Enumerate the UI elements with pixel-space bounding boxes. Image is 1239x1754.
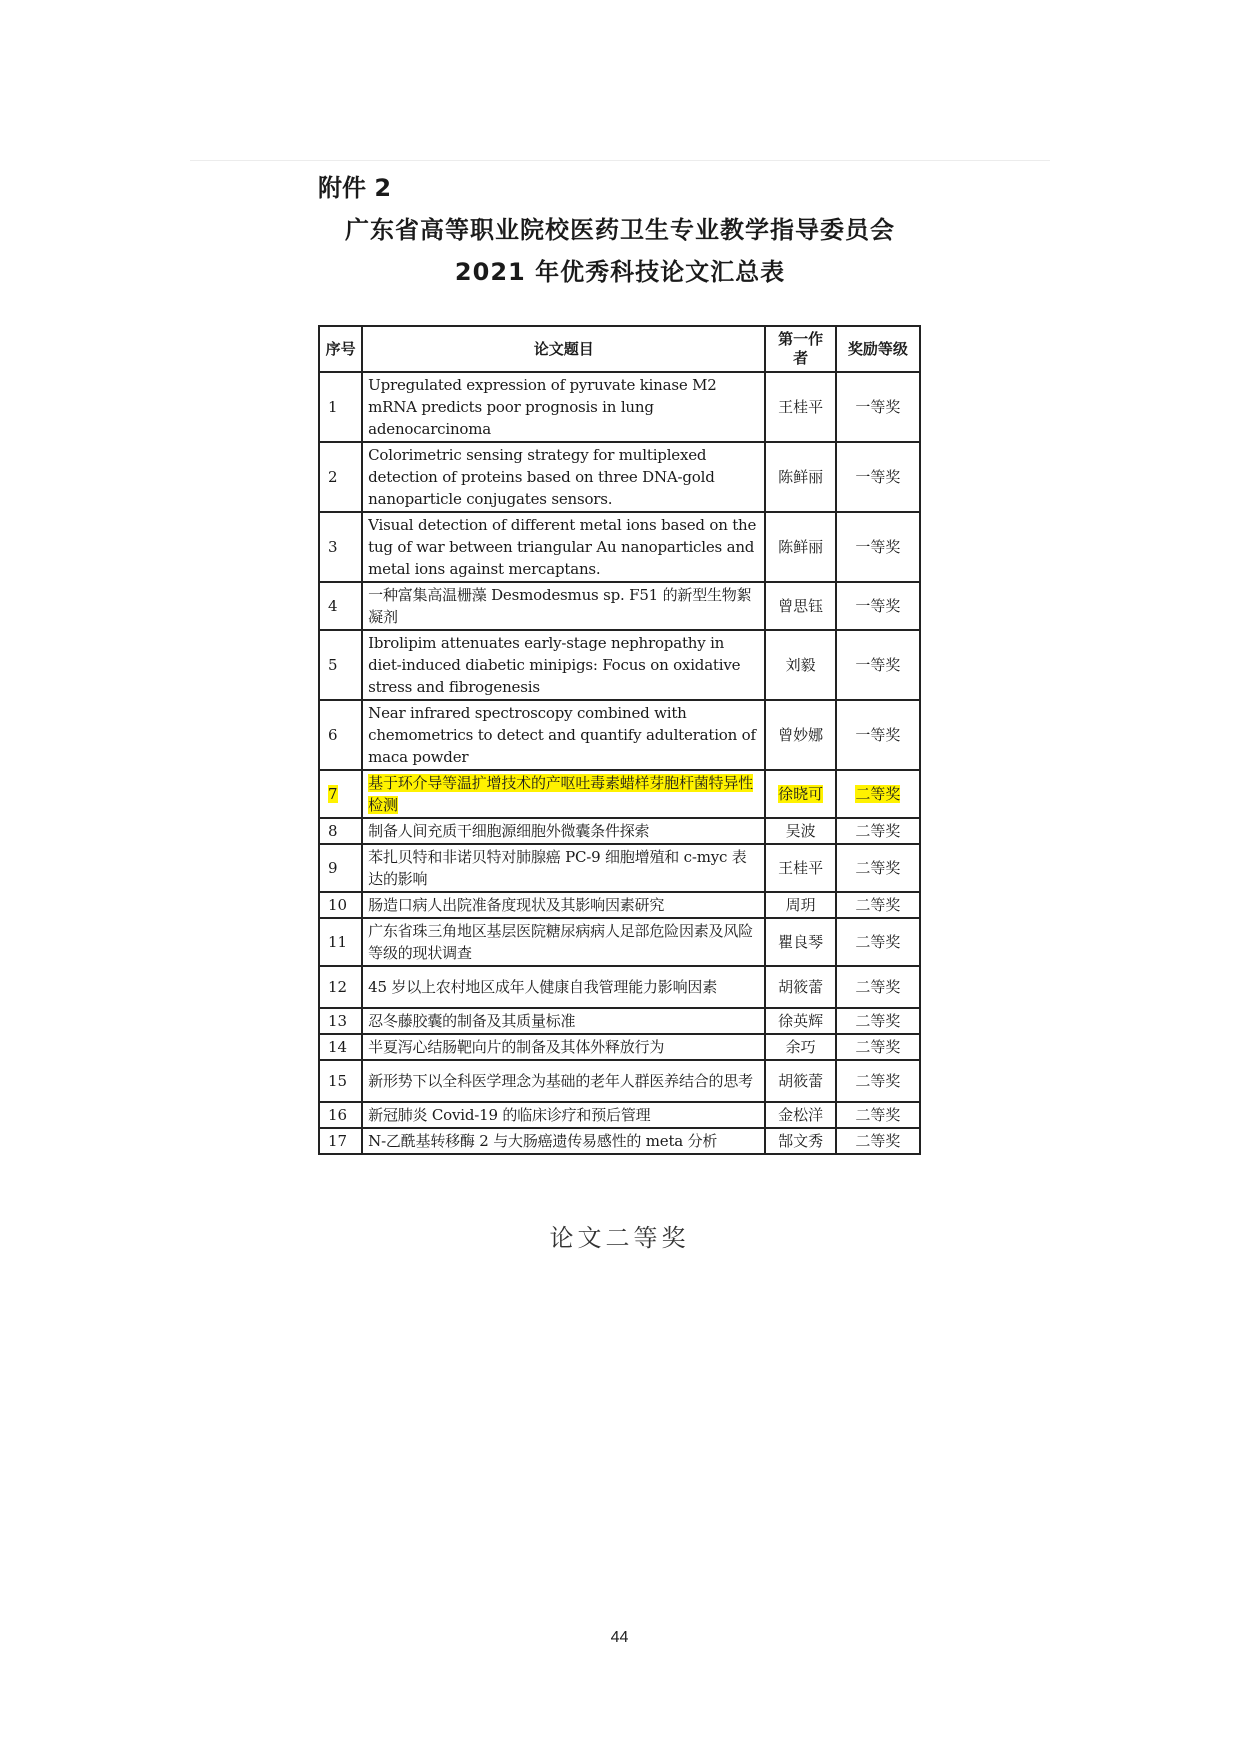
first-author [765,966,835,1008]
row-number-text: 1 [328,398,338,416]
table-row [319,372,920,442]
row-number [319,442,362,512]
first-author-text: 徐英辉 [778,1012,824,1030]
row-number-text: 8 [328,822,338,840]
first-author [765,630,835,700]
first-author [765,818,835,844]
paper-title-text: Ibrolipim attenuates early-stage nephropathy in diet-induced diabetic minipigs: Focus on oxidative stress and fibrogenesis [368,634,741,696]
row-number [319,770,362,818]
award-level-text: 一等奖 [855,538,901,556]
award-level-text: 一等奖 [855,398,901,416]
first-author-text: 陈鲜丽 [778,468,824,486]
row-number-text: 17 [328,1132,348,1150]
first-author [765,1008,835,1034]
paper-title-text: 苯扎贝特和非诺贝特对肺腺癌 PC-9 细胞增殖和 c-myc 表达的影响 [368,848,747,888]
row-number-text: 15 [328,1072,348,1090]
first-author-text: 吴波 [785,822,816,840]
first-author [765,1102,835,1128]
row-number-text: 16 [328,1106,348,1124]
paper-title-text: 基于环介导等温扩增技术的产呕吐毒素蜡样芽胞杆菌特异性检测 [368,774,753,814]
row-number [319,582,362,630]
first-author [765,700,835,770]
table-row [319,582,920,630]
row-number-text: 7 [328,785,338,803]
paper-title-text: 半夏泻心结肠靶向片的制备及其体外释放行为 [368,1038,665,1056]
first-author [765,918,835,966]
award-level-text: 二等奖 [855,822,901,840]
paper-title [362,700,765,770]
table-row [319,1128,920,1154]
award-level [836,892,920,918]
row-number [319,844,362,892]
row-number-text: 9 [328,859,338,877]
header-divider [190,160,1050,161]
paper-title [362,918,765,966]
row-number [319,1060,362,1102]
paper-title [362,892,765,918]
table-row [319,630,920,700]
award-level-text: 二等奖 [855,1132,901,1150]
award-level-text: 一等奖 [855,468,901,486]
table-row [319,1060,920,1102]
first-author-text: 瞿良琴 [778,933,824,951]
award-level [836,372,920,442]
award-level [836,966,920,1008]
row-number [319,892,362,918]
paper-title [362,582,765,630]
award-level-text: 一等奖 [855,656,901,674]
table-body [319,372,920,1154]
award-level-text: 二等奖 [855,933,901,951]
award-table [318,325,921,1155]
row-number [319,1008,362,1034]
row-number-text: 6 [328,726,338,744]
table-row [319,818,920,844]
header-title: 论文题目 [362,326,765,372]
table-row [319,442,920,512]
table-row [319,892,920,918]
paper-title-text: 肠造口病人出院准备度现状及其影响因素研究 [368,896,665,914]
first-author [765,844,835,892]
paper-title [362,442,765,512]
award-level-text: 二等奖 [855,978,901,996]
row-number-text: 2 [328,468,338,486]
paper-title-text: 新形势下以全科医学理念为基础的老年人群医养结合的思考 [368,1072,753,1090]
award-level [836,442,920,512]
first-author [765,1034,835,1060]
award-level [836,700,920,770]
paper-title-text: 广东省珠三角地区基层医院糖尿病病人足部危险因素及风险等级的现状调查 [368,922,753,962]
row-number-text: 12 [328,978,348,996]
award-level-text: 一等奖 [855,726,901,744]
paper-title-text: Near infrared spectroscopy combined with chemometrics to detect and quantify adulteration of maca powder [368,704,756,766]
row-number [319,630,362,700]
award-level [836,1102,920,1128]
header-author: 第一作者 [765,326,835,372]
award-level [836,630,920,700]
paper-title-text: 45 岁以上农村地区成年人健康自我管理能力影响因素 [368,978,717,996]
paper-title [362,630,765,700]
header-no: 序号 [319,326,362,372]
row-number-text: 4 [328,597,338,615]
table-row [319,844,920,892]
row-number-text: 5 [328,656,338,674]
table-row [319,512,920,582]
first-author-text: 胡筱蕾 [778,1072,824,1090]
first-author [765,512,835,582]
row-number [319,1128,362,1154]
first-author [765,1060,835,1102]
award-level [836,770,920,818]
row-number-text: 13 [328,1012,348,1030]
award-level-text: 一等奖 [855,597,901,615]
paper-title [362,1128,765,1154]
first-author-text: 徐晓可 [778,785,824,803]
paper-title-text: Visual detection of different metal ions based on the tug of war between triangular Au nanoparticles and metal ions against mercaptans. [368,516,757,578]
paper-title-text: 忍冬藤胶囊的制备及其质量标准 [368,1012,576,1030]
table-row [319,966,920,1008]
award-level [836,1008,920,1034]
first-author-text: 周玥 [785,896,816,914]
header-award: 奖励等级 [836,326,920,372]
award-level-text: 二等奖 [855,785,901,803]
first-author [765,1128,835,1154]
row-number-text: 3 [328,538,338,556]
paper-title [362,512,765,582]
row-number [319,918,362,966]
caption: 论文二等奖 [549,1224,690,1252]
row-number [319,512,362,582]
row-number-text: 10 [328,896,348,914]
award-level-text: 二等奖 [855,1012,901,1030]
award-level-text: 二等奖 [855,1038,901,1056]
table-row [319,700,920,770]
first-author [765,372,835,442]
paper-title [362,966,765,1008]
first-author-text: 陈鲜丽 [778,538,824,556]
first-author [765,770,835,818]
first-author-text: 王桂平 [778,859,824,877]
award-level [836,1128,920,1154]
paper-title [362,770,765,818]
row-number [319,966,362,1008]
row-number [319,1102,362,1128]
first-author-text: 金松洋 [778,1106,824,1124]
row-number-text: 14 [328,1038,348,1056]
first-author-text: 胡筱蕾 [778,978,824,996]
row-number-text: 11 [328,933,348,951]
award-level [836,818,920,844]
paper-title [362,1102,765,1128]
row-number [319,700,362,770]
award-level-text: 二等奖 [855,859,901,877]
paper-title-text: 新冠肺炎 Covid-19 的临床诊疗和预后管理 [368,1106,651,1124]
paper-title [362,1060,765,1102]
award-level [836,918,920,966]
paper-title [362,844,765,892]
award-level [836,1060,920,1102]
award-level-text: 二等奖 [855,1106,901,1124]
award-level [836,844,920,892]
paper-title-text: Upregulated expression of pyruvate kinase M2 mRNA predicts poor prognosis in lung adenocarcinoma [368,376,717,438]
first-author [765,892,835,918]
paper-title-text: N-乙酰基转移酶 2 与大肠癌遗传易感性的 meta 分析 [368,1132,718,1150]
table-row [319,770,920,818]
first-author-text: 曾思钰 [778,597,824,615]
first-author-text: 郜文秀 [778,1132,824,1150]
table-row [319,1102,920,1128]
first-author [765,442,835,512]
first-author-text: 刘毅 [785,656,816,674]
paper-title-text: 一种富集高温栅藻 Desmodesmus sp. F51 的新型生物絮凝剂 [368,586,752,626]
paper-title [362,372,765,442]
document-title: 广东省高等职业院校医药卫生专业教学指导委员会 [345,216,895,244]
table-row [319,1034,920,1060]
paper-title [362,1008,765,1034]
attachment-label: 附件 2 [318,174,392,202]
award-level-text: 二等奖 [855,1072,901,1090]
award-level-text: 二等奖 [855,896,901,914]
first-author [765,582,835,630]
first-author-text: 余巧 [785,1038,816,1056]
award-level [836,512,920,582]
paper-title [362,1034,765,1060]
table-header-row [319,326,920,372]
row-number [319,1034,362,1060]
table-row [319,1008,920,1034]
row-number [319,372,362,442]
row-number [319,818,362,844]
first-author-text: 王桂平 [778,398,824,416]
table-row [319,918,920,966]
paper-title-text: Colorimetric sensing strategy for multiplexed detection of proteins based on three DNA-gold nanoparticle conjugates sensors. [368,446,715,508]
award-level [836,1034,920,1060]
page-number: 44 [610,1629,629,1646]
document-subtitle: 2021 年优秀科技论文汇总表 [454,258,786,286]
paper-title-text: 制备人间充质干细胞源细胞外微囊条件探索 [368,822,650,840]
award-level [836,582,920,630]
paper-title [362,818,765,844]
first-author-text: 曾妙娜 [778,726,824,744]
